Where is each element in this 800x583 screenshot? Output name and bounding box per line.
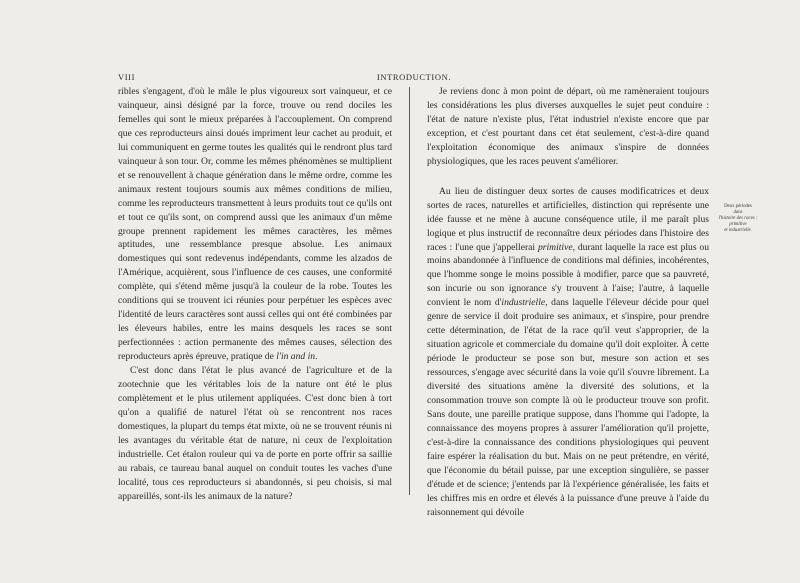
margin-note-line: et industrielle.: [724, 228, 752, 233]
paragraph-text: , dans laquelle l'éleveur décide pour quel genre de service il doit produire ses animaux, et s'inspire, pour prendre cette détermination, de l'état de la race qu'il veut s'approprier, de la situation agricole et commerciale du domaine qu'il doit exploiter. À cette période le producteur se pose son but, mesure son action et ses ressources, s'engage avec sécurité dans la voie qu'il s'ouvre librement. La diversité des situations amène la diversité des solutions, et la consommation trouve son compte là où le producteur trouve son profit. Sans doute, une pareille pratique suppose, dans l'homme qui l'adopte, la connaissance des moyens propres à assurer l'amélioration qu'il projette, c'est-à-dire la connaissance des conditions physiologiques qui peuvent faire espérer la réalisation du but. Mais on ne peut prétendre, en vérité, que l'économie du bétail puisse, par une exception singulière, se passer d'étude et de science; j'entends par là l'expérience généralisée, les faits et les chiffres mis en ordre et élevés à la puissance d'une preuve à l'aide du raisonnement qui dévoile: [427, 297, 709, 518]
paragraph-text: .: [315, 351, 318, 363]
paragraph-text: Au lieu de distinguer deux sortes de causes modificatrices et deux sortes de races, naturelles et artificielles, distinction qui représente une idée fausse et ne mène à aucune conséquence utile, il me paraît plus logique et plus instructif de reconnaître deux périodes dans l'histoire des races : l'une que j'appellerai: [427, 185, 709, 253]
paragraph: C'est donc dans l'état le plus avancé de l'agriculture et de la zootechnie que les véritables lois de la nature ont été le plus complètement et le plus utilement appliquées. C'est donc bien à tort qu'on a qualifié de naturel l'état où se rencontrent nos races domestiques, la plupart du temps état mixte, où ne se trouvent réunis ni les avantages du véritable état de nature, ni ceux de l'exploitation industrielle. Cet étalon rouleur qui va de porte en porte offrir sa saillie au rabais, ce taureau banal auquel on conduit toutes les vaches d'une localité, tous ces reproducteurs si abandonnés, si peu choisis, si mal appareillés, sont-ils les animaux de la nature?: [118, 365, 392, 502]
italic-text: industrielle: [501, 297, 546, 309]
right-column: [427, 85, 709, 520]
margin-note-line: primitive: [729, 222, 747, 227]
column-divider: [409, 87, 410, 495]
italic-text: l'in and in: [276, 351, 316, 363]
page-title: INTRODUCTION.: [376, 72, 452, 82]
margin-note-line: l'histoire des races :: [718, 216, 758, 221]
paragraph: Je reviens donc à mon point de départ, où me ramèneraient toujours les considérations les plus diverses auxquelles le sujet peut conduire : l'état de nature n'existe plus, l'état industriel n'existe encore que par exception, et c'est pourtant dans cet état seulement, c'est-à-dire quand l'exploitation économique des animaux s'inspire de données physiologiques, que les races peuvent s'améliorer.: [427, 86, 709, 167]
left-column: [118, 85, 392, 504]
paragraph-text: , durant laquelle la race est plus ou moins abandonnée à l'influence de conditions mal définies, incohérentes, que l'homme songe le moins possible à modifier, parce que sa pauvreté, son incurie ou son ignorance s'y trouvent à l'aise; l'autre, à laquelle convient le nom d': [427, 241, 710, 309]
margin-note: [715, 204, 761, 234]
paragraph: [118, 85, 392, 364]
page-number: VIII: [118, 72, 136, 82]
paragraph-text: ribles s'engagent, d'où le mâle le plus vigoureux sort vainqueur, et ce vainqueur, ainsi désigné par la force, trouve ou rend dociles les femelles qui sont le mieux préparées à l'accouplement. On comprend que ces reproducteurs ainsi doués impriment leur cachet au produit, et lui communiquent en germe toutes les qualités qui le rendront plus tard vainqueur à son tour. Or, comme les mêmes phénomènes se multiplient et se renouvellent à chaque génération dans le même ordre, comme les animaux restent toujours soumis aux mêmes conditions de milieu, comme les reproducteurs transmettent à leurs produits tout ce qu'ils ont et tout ce qu'ils sont, on comprend aussi que les animaux d'un même groupe prennent rapidement les mêmes caractères, les mêmes aptitudes, une ressemblance presque absolue. Les animaux domestiques qui sont redevenus indépendants, comme les alzados de l'Amérique, acquièrent, sous l'influence de ces causes, une conformité complète, qui s'étend même jusqu'à la couleur de la robe. Toutes les conditions qui se trouvent ici réunies pour perpétuer les espèces avec l'identité de leurs caractères sont aussi celles qui ont été combinées par les éleveurs habiles, entre les mains desquels les races se sont perfectionnées : action permanente des mêmes causes, sélection des reproducteurs après épreuve, pratique de: [118, 86, 392, 363]
paragraph: [427, 185, 709, 520]
margin-note-line: dans: [733, 210, 743, 215]
italic-text: primitive: [537, 241, 573, 253]
running-head: [118, 72, 710, 84]
margin-note-line: Deux périodes: [724, 204, 752, 209]
